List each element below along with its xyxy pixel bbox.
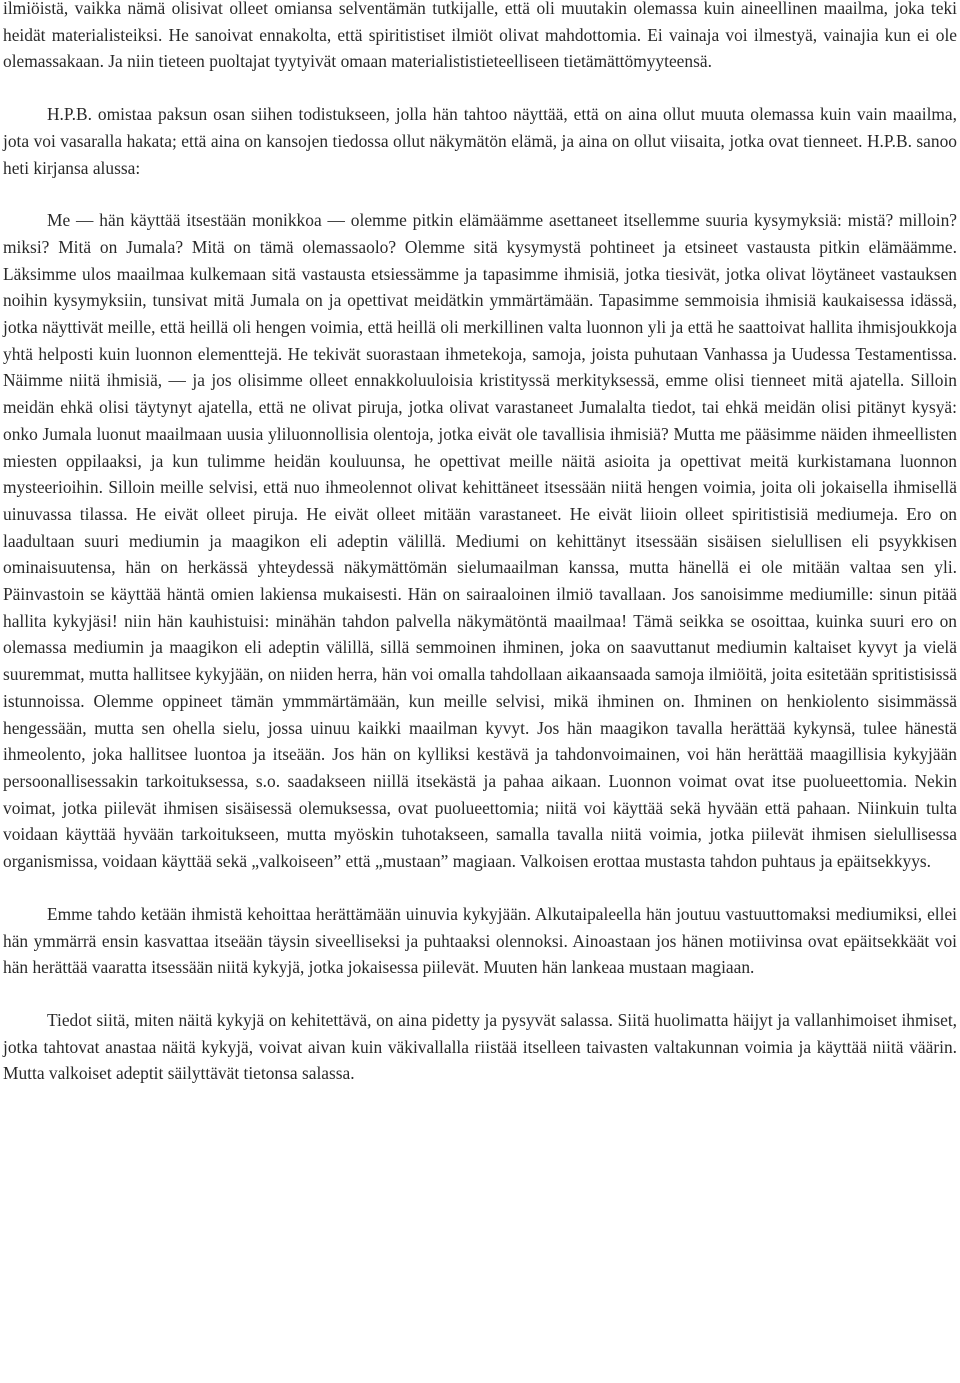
- paragraph-4: Emme tahdo ketään ihmistä kehoittaa herättämään uinuvia kykyjään. Alkutaipaleella hän joutuu vastuuttomaksi mediumiksi, ellei hän ymmärrä ensin kasvattaa itseään täysin siveelliseksi ja puhtaaksi olennoksi. Ainoastaan jos hänen motiivinsa ovat epäitsekkäät voi hän herättää vaaratta itsessään niitä kykyjä, jotka jokaisessa piilevät. Muuten hän lankeaa mustaan magiaan.: [3, 903, 957, 978]
- paragraph-5: Tiedot siitä, miten näitä kykyjä on kehitettävä, on aina pidetty ja pysyvät salassa. Siitä huolimatta häijyt ja vallanhimoiset ihmiset, jotka tahtovat anastaa näitä kykyjä, voivat aivan kuin väkivallalla riistää itselleen taivasten valtakunnan voimia ja käyttää niitä väärin. Mutta valkoiset adeptit säilyttävät tietonsa salassa.: [3, 1009, 957, 1084]
- paragraph-3: Me — hän käyttää itsestään monikkoa — olemme pitkin elämäämme asettaneet itsellemme suuria kysymyksiä: mistä? milloin? miksi? Mitä on Jumala? Mitä on tämä olemassaolo? Olemme sitä kysymystä pohtineet ja etsineet vastausta pitkin elämäämme. Läksimme ulos maailmaa kulkemaan sitä vastausta etsiessämme ja tapasimme ihmisiä, jotka tiesivät, jotka olivat löytäneet vastauksen noihin kysymyksiin, tunsivat mitä Jumala on ja opettivat meidätkin ymmärtämään. Tapasimme semmoisia ihmisiä kaukaisessa idässä, jotka näyttivät meille, että heillä oli hengen voimia, että heillä oli merkillinen valta luonnon yli ja että he saattoivat hallita ihmisjoukkoja yhtä helposti kuin luonnon elementtejä. He tekivät suorastaan ihmetekoja, samoja, joista puhutaan Vanhassa ja Uudessa Testamentissa. Näimme niitä ihmisiä, — ja jos olisimme olleet ennakkoluuloisia kristityssä merkityksessä, emme olisi tienneet mitä ajatella. Silloin meidän ehkä olisi täytynyt ajatella, että ne olivat piruja, jotka olivat varastaneet Jumalalta tiedot, tai ehkä meidän olisi pitänyt kysyä: onko Jumala luonut maailmaan uusia yliluonnollisia olentoja, jotka eivät ole tavallisia ihmisiä? Mutta me pääsimme näiden ihmeellisten miesten oppilaaksi, ja kun tulimme heidän kouluunsa, he opettivat meille näitä asioita ja opettivat meitä kurkistamana luonnon mysteerioihin. Silloin meille selvisi, että nuo ihmeolennot olivat kehittäneet itsessään niitä hengen voimia, joita oli jokaisella ihmisellä uinuvassa tilassa. He eivät olleet piruja. He eivät olleet mitään varastaneet. He eivät liioin olleet spiritistisiä mediumeja. Ero on laadultaan suuri mediumin ja maagikon eli adeptin välillä. Mediumi on kehittänyt itsessään sisäisen sielullisen eli psyykkisen ominaisuutensa, hän on herkässä yhteydessä näkymättömän sielumaailman kanssa, mutta hänellä ei ole mitään valtaa sen yli. Päinvastoin se käyttää häntä omien lakiensa mukaisesti. Hän on sairaaloinen ilmiö tavallaan. Jos sanoisimme mediumille: sinun pitää hallita kykyjäsi! niin hän kauhistuisi: minähän tahdon palvella näkymätöntä maailmaa! Tämä seikka se osoittaa, kuinka suuri ero on olemassa mediumin ja maagikon eli adeptin välillä, sillä semmoinen ihminen, joka on saavuttanut mediumin kaltaiset kyvyt ja vielä suuremmat, mutta hallitsee kykyjään, on niiden herra, hän voi omalla tahdollaan aikaansaada samoja ilmiöitä, joita esitetään spritistisissä istunnoissa. Olemme oppineet tämän ymmmärtämään, kun meille selvisi, mikä ihminen on. Ihminen on henkiolento sisimmässä hengessään, mutta sen ohella sielu, jossa uinuu kaikki maailman kyvyt. Jos hän maagikon tavalla herättää kykynsä, tulee hänestä ihmeolento, joka hallitsee luontoa ja itseään. Jos hän on kylliksi kestävä ja tahdonvoimainen, voi hän herättää maagillisia kykyjään persoonallisessakin tarkoituksessa, s.o. saadakseen niillä itsekästä ja pahaa aikaan. Luonnon voimat ovat itse puolueettomia. Nekin voimat, jotka piilevät ihmisen sisäisessä olemuksessa, ovat puolueettomia; niitä voi käyttää sekä hyvään että pahaan. Niinkuin tulta voidaan käyttää hyvään tarkoitukseen, mutta myöskin tuhotakseen, samalla tavalla niitä voimia, jotka piilevät ihmisen sielullisessa organismissa, voidaan käyttää sekä „valkoiseen” että „mustaan” magiaan. Valkoisen erottaa mustasta tahdon puhtaus ja epäitsekkyys.: [3, 210, 957, 872]
- paragraph-1: ilmiöistä, vaikka nämä olisivat olleet omiansa selventämän tutkijalle, että oli muutakin olemassa kuin aineellinen maailma, joka teki heidät materialisteiksi. He sanoivat ennakolta, että spiritistiset ilmiöt olivat mahdottomia. Ei vainaja voi ilmestyä, vainajia kun ei ole olemassakaan. Ja niin tieteen puoltajat tyytyivät omaan materialististieteelliseen tietämättömyyteensä.: [3, 0, 957, 72]
- paragraph-2: H.P.B. omistaa paksun osan siihen todistukseen, jolla hän tahtoo näyttää, että on aina ollut muuta olemassa kuin vain maailma, jota voi vasaralla hakata; että aina on kansojen tiedossa ollut näkymätön elämä, ja aina on ollut viisaita, jotka ovat tienneet. H.P.B. sanoo heti kirjansa alussa:: [3, 104, 957, 178]
